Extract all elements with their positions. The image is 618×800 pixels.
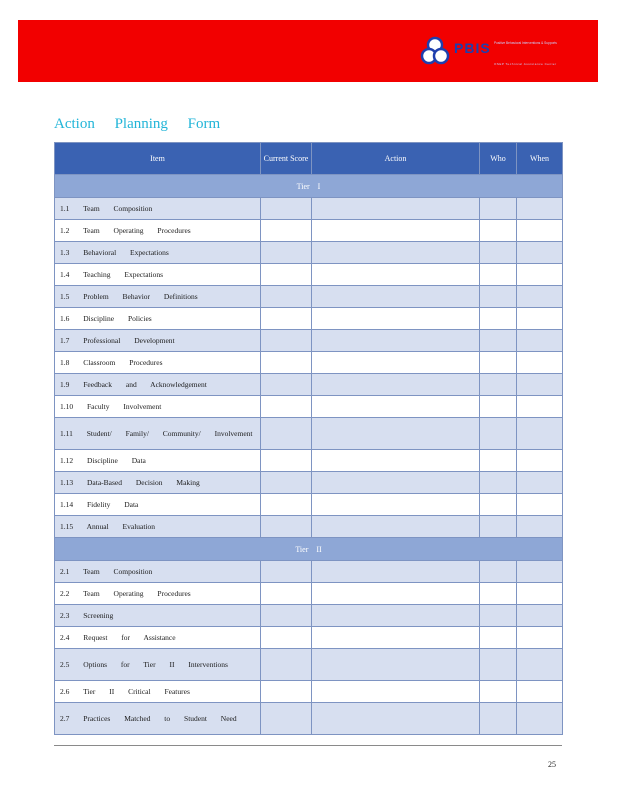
table-row <box>55 583 563 605</box>
table-row <box>55 330 563 352</box>
when-cell[interactable] <box>517 418 563 450</box>
when-cell[interactable] <box>517 374 563 396</box>
who-cell[interactable] <box>480 286 517 308</box>
current-score-cell[interactable] <box>261 681 312 703</box>
who-cell[interactable] <box>480 220 517 242</box>
logo-text: PBIS <box>454 40 491 56</box>
current-score-cell[interactable] <box>261 494 312 516</box>
when-cell[interactable] <box>517 286 563 308</box>
action-cell[interactable] <box>312 681 480 703</box>
action-cell[interactable] <box>312 198 480 220</box>
action-cell[interactable] <box>312 627 480 649</box>
page-title: Action Planning Form <box>54 116 221 132</box>
item-label: 1.5 Problem Behavior Definitions <box>55 286 261 308</box>
when-cell[interactable] <box>517 516 563 538</box>
item-label: 1.4 Teaching Expectations <box>55 264 261 286</box>
footer-divider <box>54 745 562 746</box>
action-cell[interactable] <box>312 396 480 418</box>
table-row <box>55 627 563 649</box>
item-label: 1.2 Team Operating Procedures <box>55 220 261 242</box>
current-score-cell[interactable] <box>261 605 312 627</box>
header-item: Item <box>55 143 261 175</box>
table-row <box>55 396 563 418</box>
item-label: 1.9 Feedback and Acknowledgement <box>55 374 261 396</box>
item-label: 2.2 Team Operating Procedures <box>55 583 261 605</box>
item-label: 2.7 Practices Matched to Student Need <box>55 703 261 735</box>
header-when: When <box>517 143 563 175</box>
when-cell[interactable] <box>517 352 563 374</box>
when-cell[interactable] <box>517 308 563 330</box>
current-score-cell[interactable] <box>261 703 312 735</box>
current-score-cell[interactable] <box>261 308 312 330</box>
logo-subtitle: Positive Behavioral Interventions & Supports <box>494 41 557 45</box>
current-score-cell[interactable] <box>261 583 312 605</box>
when-cell[interactable] <box>517 198 563 220</box>
who-cell[interactable] <box>480 649 517 681</box>
who-cell[interactable] <box>480 264 517 286</box>
table-row <box>55 681 563 703</box>
table-body <box>55 175 563 735</box>
who-cell[interactable] <box>480 703 517 735</box>
when-cell[interactable] <box>517 561 563 583</box>
who-cell[interactable] <box>480 472 517 494</box>
when-cell[interactable] <box>517 494 563 516</box>
who-cell[interactable] <box>480 352 517 374</box>
who-cell[interactable] <box>480 681 517 703</box>
action-cell[interactable] <box>312 220 480 242</box>
table-row <box>55 418 563 450</box>
action-cell[interactable] <box>312 242 480 264</box>
tier-row <box>55 538 563 561</box>
action-cell[interactable] <box>312 374 480 396</box>
action-cell[interactable] <box>312 516 480 538</box>
tier-label: Tier II <box>55 538 563 561</box>
when-cell[interactable] <box>517 649 563 681</box>
table-row <box>55 472 563 494</box>
item-label: 1.12 Discipline Data <box>55 450 261 472</box>
who-cell[interactable] <box>480 418 517 450</box>
page-number: 25 <box>548 760 556 769</box>
item-label: 2.6 Tier II Critical Features <box>55 681 261 703</box>
item-label: 1.14 Fidelity Data <box>55 494 261 516</box>
action-cell[interactable] <box>312 583 480 605</box>
current-score-cell[interactable] <box>261 286 312 308</box>
table-row <box>55 703 563 735</box>
item-label: 1.3 Behavioral Expectations <box>55 242 261 264</box>
who-cell[interactable] <box>480 242 517 264</box>
current-score-cell[interactable] <box>261 264 312 286</box>
action-cell[interactable] <box>312 330 480 352</box>
current-score-cell[interactable] <box>261 450 312 472</box>
who-cell[interactable] <box>480 450 517 472</box>
item-label: 2.5 Options for Tier II Interventions <box>55 649 261 681</box>
who-cell[interactable] <box>480 627 517 649</box>
current-score-cell[interactable] <box>261 220 312 242</box>
when-cell[interactable] <box>517 583 563 605</box>
table-row <box>55 374 563 396</box>
when-cell[interactable] <box>517 220 563 242</box>
who-cell[interactable] <box>480 374 517 396</box>
current-score-cell[interactable] <box>261 516 312 538</box>
table-row <box>55 264 563 286</box>
action-cell[interactable] <box>312 264 480 286</box>
who-cell[interactable] <box>480 396 517 418</box>
when-cell[interactable] <box>517 396 563 418</box>
item-label: 2.1 Team Composition <box>55 561 261 583</box>
table-row <box>55 352 563 374</box>
item-label: 1.1 Team Composition <box>55 198 261 220</box>
table-row <box>55 450 563 472</box>
item-label: 1.15 Annual Evaluation <box>55 516 261 538</box>
item-label: 1.8 Classroom Procedures <box>55 352 261 374</box>
when-cell[interactable] <box>517 450 563 472</box>
table-row <box>55 286 563 308</box>
item-label: 1.10 Faculty Involvement <box>55 396 261 418</box>
action-cell[interactable] <box>312 308 480 330</box>
current-score-cell[interactable] <box>261 472 312 494</box>
item-label: 1.13 Data-Based Decision Making <box>55 472 261 494</box>
header-current-score: Current Score <box>261 143 312 175</box>
tier-row <box>55 175 563 198</box>
current-score-cell[interactable] <box>261 352 312 374</box>
who-cell[interactable] <box>480 583 517 605</box>
table-header-row <box>55 143 563 175</box>
when-cell[interactable] <box>517 264 563 286</box>
who-cell[interactable] <box>480 330 517 352</box>
current-score-cell[interactable] <box>261 374 312 396</box>
when-cell[interactable] <box>517 330 563 352</box>
table-row <box>55 605 563 627</box>
header-action: Action <box>312 143 480 175</box>
table-row <box>55 308 563 330</box>
who-cell[interactable] <box>480 198 517 220</box>
current-score-cell[interactable] <box>261 330 312 352</box>
logo-tagline: OSEP Technical Assistance Center <box>494 62 557 66</box>
item-label: 2.4 Request for Assistance <box>55 627 261 649</box>
when-cell[interactable] <box>517 627 563 649</box>
when-cell[interactable] <box>517 605 563 627</box>
table-row <box>55 494 563 516</box>
action-cell[interactable] <box>312 605 480 627</box>
current-score-cell[interactable] <box>261 627 312 649</box>
when-cell[interactable] <box>517 681 563 703</box>
action-cell[interactable] <box>312 450 480 472</box>
who-cell[interactable] <box>480 561 517 583</box>
who-cell[interactable] <box>480 494 517 516</box>
tier-label: Tier I <box>55 175 563 198</box>
action-cell[interactable] <box>312 286 480 308</box>
action-cell[interactable] <box>312 494 480 516</box>
action-cell[interactable] <box>312 352 480 374</box>
pbis-logo <box>418 36 568 68</box>
action-cell[interactable] <box>312 703 480 735</box>
table-row <box>55 649 563 681</box>
table-row <box>55 220 563 242</box>
current-score-cell[interactable] <box>261 649 312 681</box>
who-cell[interactable] <box>480 605 517 627</box>
when-cell[interactable] <box>517 242 563 264</box>
action-planning-table <box>54 142 563 735</box>
who-cell[interactable] <box>480 308 517 330</box>
table-row <box>55 198 563 220</box>
table-row <box>55 242 563 264</box>
pbis-circles-icon <box>420 36 450 66</box>
current-score-cell[interactable] <box>261 418 312 450</box>
action-cell[interactable] <box>312 649 480 681</box>
item-label: 1.7 Professional Development <box>55 330 261 352</box>
current-score-cell[interactable] <box>261 242 312 264</box>
action-cell[interactable] <box>312 418 480 450</box>
table-row <box>55 516 563 538</box>
action-cell[interactable] <box>312 472 480 494</box>
item-label: 1.6 Discipline Policies <box>55 308 261 330</box>
header-who: Who <box>480 143 517 175</box>
who-cell[interactable] <box>480 516 517 538</box>
action-cell[interactable] <box>312 561 480 583</box>
current-score-cell[interactable] <box>261 396 312 418</box>
when-cell[interactable] <box>517 472 563 494</box>
item-label: 1.11 Student/ Family/ Community/ Involvement <box>55 418 261 450</box>
when-cell[interactable] <box>517 703 563 735</box>
current-score-cell[interactable] <box>261 561 312 583</box>
item-label: 2.3 Screening <box>55 605 261 627</box>
table-row <box>55 561 563 583</box>
current-score-cell[interactable] <box>261 198 312 220</box>
